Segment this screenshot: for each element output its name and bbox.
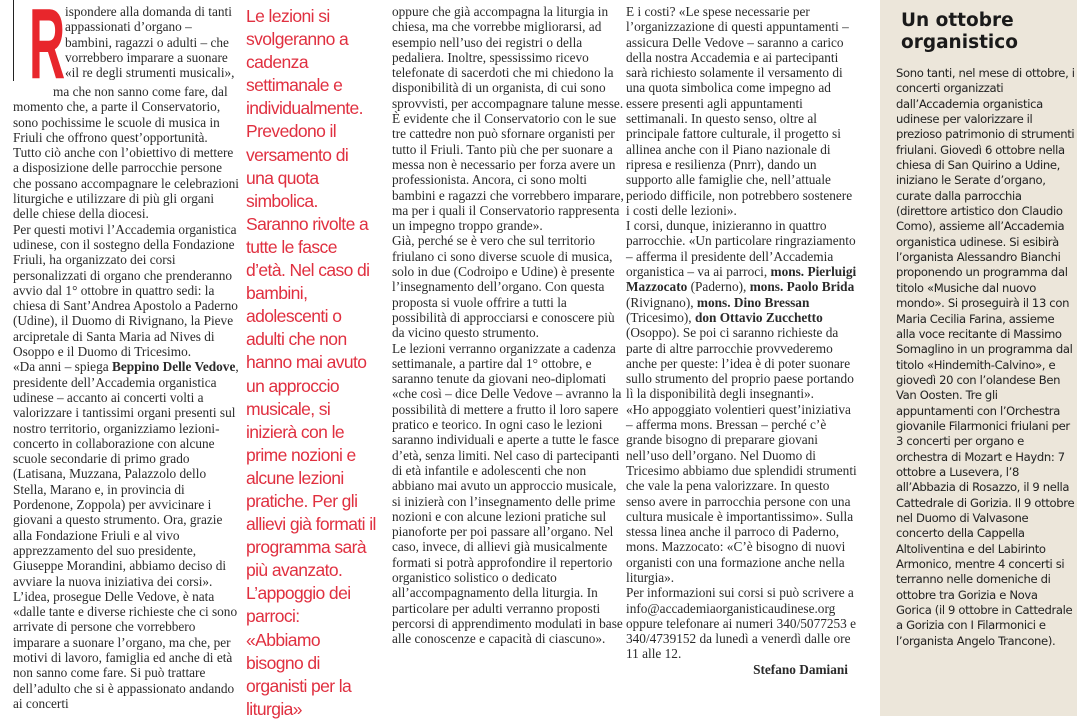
text: (Tricesimo),	[626, 309, 695, 325]
paragraph: oppure che già accompagna la liturgia in chiesa, ma che vorrebbe migliorarsi, ad esempio nell’uso dei registri o della pedaliera. Inoltre, spessissimo ricevo telefonate di sacerdoti che mi chiedono la disponibilità di un organista, di cui sono sprovvisti, per accompagnare talune messe. È evidente che il Conservatorio con le sue tre cattedre non può sfornare organisti per tutto il Friuli. Tanto più che per suonare a messa non è necessario per forza avere un professionista. Ancora, ci sono molti bambini e ragazzi che vorrebbero imparare, ma per i quali il Conservatorio rappresenta un impegno troppo grande».	[392, 4, 624, 234]
sidebar-title: Un ottobre organistico	[901, 10, 1018, 53]
author-signature: Stefano Damiani	[753, 661, 848, 677]
article-column-1	[13, 0, 239, 711]
person-name: don Ottavio Zucchetto	[694, 309, 823, 325]
paragraph: Per questi motivi l’Accademia organistica udinese, con il sostegno della Fondazione Friuli, ha organizzato dei corsi personalizzati di organo che prenderanno avvio dal 1° ottobre in quattro sedi: la chiesa di Sant’Andrea Apostolo a Paderno (Udine), il Duomo di Rivignano, la Pieve arcipretale di Santa Maria ad Nives di Osoppo e il Duomo di Tricesimo.	[13, 221, 238, 360]
text: , presidente dell’Accademia organistica udinese – accanto ai concerti volti a valorizzare i tantissimi organi presenti sul nostro territorio, organizziamo lezioni-concerto in collaborazione con alcune scuole secondarie di primo grado (Latisana, Muzzana, Palazzolo dello Stella, Marano e, in provincia di Pordenone, Zoppola) per avvicinare i giovani a questo strumento. Ora, grazie alla Fondazione Friuli e al vivo apprezzamento del suo presidente, Giuseppe Morandini, abbiamo deciso di avviare la nuova iniziativa dei corsi». L’idea, prosegue Delle Vedove, è nata «dalle tante e diverse richieste che ci sono arrivate di persone che vorrebbero imparare a suonare l’organo, ma che, per motivi di lavoro, famiglia ed anche di età non sanno come fare. Si può trattare dell’adulto che si è appassionato andando ai concerti	[13, 359, 239, 711]
text: (Paderno),	[687, 279, 750, 295]
drop-cap-box	[13, 0, 66, 100]
text: «Da anni – spiega	[13, 359, 112, 375]
text: I corsi, dunque, inizieranno in quattro parrocchie. «Un particolare ringraziamento – afferma il presidente dell’Accademia organistica – va ai parroci,	[626, 218, 856, 280]
paragraph	[13, 0, 239, 100]
article-column-4	[626, 4, 858, 677]
paragraph	[626, 218, 858, 402]
paragraph: E i costi? «Le spese necessarie per l’organizzazione di questi appuntamenti – assicura Delle Vedove – saranno a carico della nostra Accademia e ai partecipanti sarà richiesto solamente il versamento di una quota simbolica come impegno ad essere presenti agli appuntamenti settimanali. In questo senso, oltre al principale fattore culturale, il progetto si allinea anche con il Piano nazionale di ripresa e resilienza (Pnrr), dando un supporto alle famiglie che, nell’attuale periodo difficile, non potrebbero sostenere i costi delle lezioni».	[626, 4, 853, 218]
paragraph: Le lezioni verranno organizzate a cadenza settimanale, a partire dal 1° ottobre, e saranno tenute da giovani neo-diplomati «che così – dice Delle Vedove – avranno la possibilità di mettere a frutto il loro sapere pratico e teorico. In ogni caso le lezioni saranno individuali e aperte a tutte le fasce d’età, senza limiti. Nel caso di partecipanti di età infantile e adolescenti che non abbiano mai avuto un approccio musicale, si inizierà con l’insegnamento delle prime nozioni e con alcune lezioni pratiche sul pianoforte per poi passare all’organo. Nel caso, invece, di allievi già musicalmente formati si potrà approfondire il repertorio organistico solistico o dedicato all’accompagnamento della liturgia. In particolare per adulti verranno proposti percorsi di apprendimento modulati in base alle conoscenze e capacità di ciascuno».	[392, 340, 623, 647]
person-name: Beppino Delle Vedove	[111, 359, 236, 375]
article-column-3	[392, 4, 624, 646]
person-name: mons. Pierluigi Mazzocato	[626, 264, 857, 295]
text: (Osoppo). Se poi ci saranno richieste da parte di altre parrocchie provvederemo anche per queste: l’idea è di poter suonare sullo strumento del proprio paese portando lì la disponibilità degli insegnanti».	[626, 325, 854, 402]
paragraph: ma che non sanno come fare, dal momento che, a parte il Conservatorio, sono pochissime le scuole di musica in Friuli che offrono quest’opportunità. Tutto ciò anche con l’obiettivo di mettere a disposizione delle parrocchie persone che possano accompagnare le celebrazioni liturgiche e utilizzare di più gli organi delle chiese della diocesi.	[13, 84, 239, 222]
person-name: mons. Dino Bressan	[696, 294, 810, 310]
person-name: mons. Paolo Brida	[749, 279, 855, 295]
paragraph: Già, perché se è vero che sul territorio friulano ci sono diverse scuole di musica, solo in due (Codroipo e Udine) è presente l’insegnamento dell’organo. Con questa proposta si vuole offrire a tutti la possibilità di approcciarsi e conoscere più da vicino questo strumento.	[392, 233, 615, 341]
paragraph-lead: ispondere alla domanda di tanti appassionati d’organo – bambini, ragazzi o adulti – che vorrebbero imparare a suonare «il re degli strumenti musicali»,	[65, 4, 235, 81]
text: (Rivignano),	[626, 294, 697, 310]
paragraph: «Ho appoggiato volentieri quest’iniziativa – afferma mons. Bressan – perché c’è grande bisogno di preparare giovani nell’uso dell’organo. Nel Duomo di Tricesimo abbiamo due splendidi strumenti che vale la pena valorizzare. In questo senso avere in parrocchia persone con una cultura musicale è importantissimo». Sulla stessa linea anche il parroco di Paderno, mons. Mazzocato: «C’è bisogno di nuovi organisti con una formazione anche nella liturgia».	[626, 401, 857, 585]
pull-quote: Le lezioni si svolgeranno a cadenza settimanale e individualmente. Prevedono il versamento di una quota simbolica. Saranno rivolte a tutte le fasce d’età. Nel caso di bambini, adolescenti o adulti che non hanno mai avuto un approccio musicale, si inizierà con le prime nozioni e alcune lezioni pratiche. Per gli allievi già formati il programma sarà più avanzato. L’appoggio dei parroci: «Abbiamo bisogno di organisti per la liturgia»	[246, 6, 376, 719]
paragraph	[13, 359, 239, 711]
drop-cap: R	[29, 0, 66, 100]
paragraph: Per informazioni sui corsi si può scrivere a info@accademiaorganisticaudinese.org oppure telefonare ai numeri 340/5077253 e 340/4739152 da lunedì a venerdì dalle ore 11 alle 12.	[626, 585, 857, 662]
sidebar-body: Sono tanti, nel mese di ottobre, i concerti organizzati dall’Accademia organistica udinese per valorizzare il prezioso patrimonio di strumenti friulani. Giovedì 6 ottobre nella chiesa di San Quirino a Udine, iniziano le Serate d’organo, curate dalla parrocchia (direttore artistico don Claudio Como), assieme all’Accademia organistica udinese. Si esibirà l’organista Alessandro Bianchi proponendo un programma dal titolo «Musiche dal nuovo mondo». Si proseguirà il 13 con Maria Cecilia Farina, assieme alla voce recitante di Massimo Somaglino in un programma dal titolo «Hindemith-Calvino», e giovedì 20 con l’olandese Ben Van Oosten. Tre gli appuntamenti con l’Orchestra giovanile Filarmonici friulani per 3 concerti per organo e orchestra di Mozart e Haydn: 7 ottobre a Lusevera, l’8 all’Abbazia di Rosazzo, il 9 nella Cattedrale di Gorizia. Il 9 ottobre nel Duomo di Valvasone concerto della Cappella Altoliventina e del Labirinto Armonico, mentre 4 concerti si terranno nelle domeniche di ottobre tra Gorizia e Nova Gorica (il 9 ottobre in Cattedrale a Gorizia con I Filarmonici e l’organista Angelo Trancone).	[896, 66, 1075, 648]
